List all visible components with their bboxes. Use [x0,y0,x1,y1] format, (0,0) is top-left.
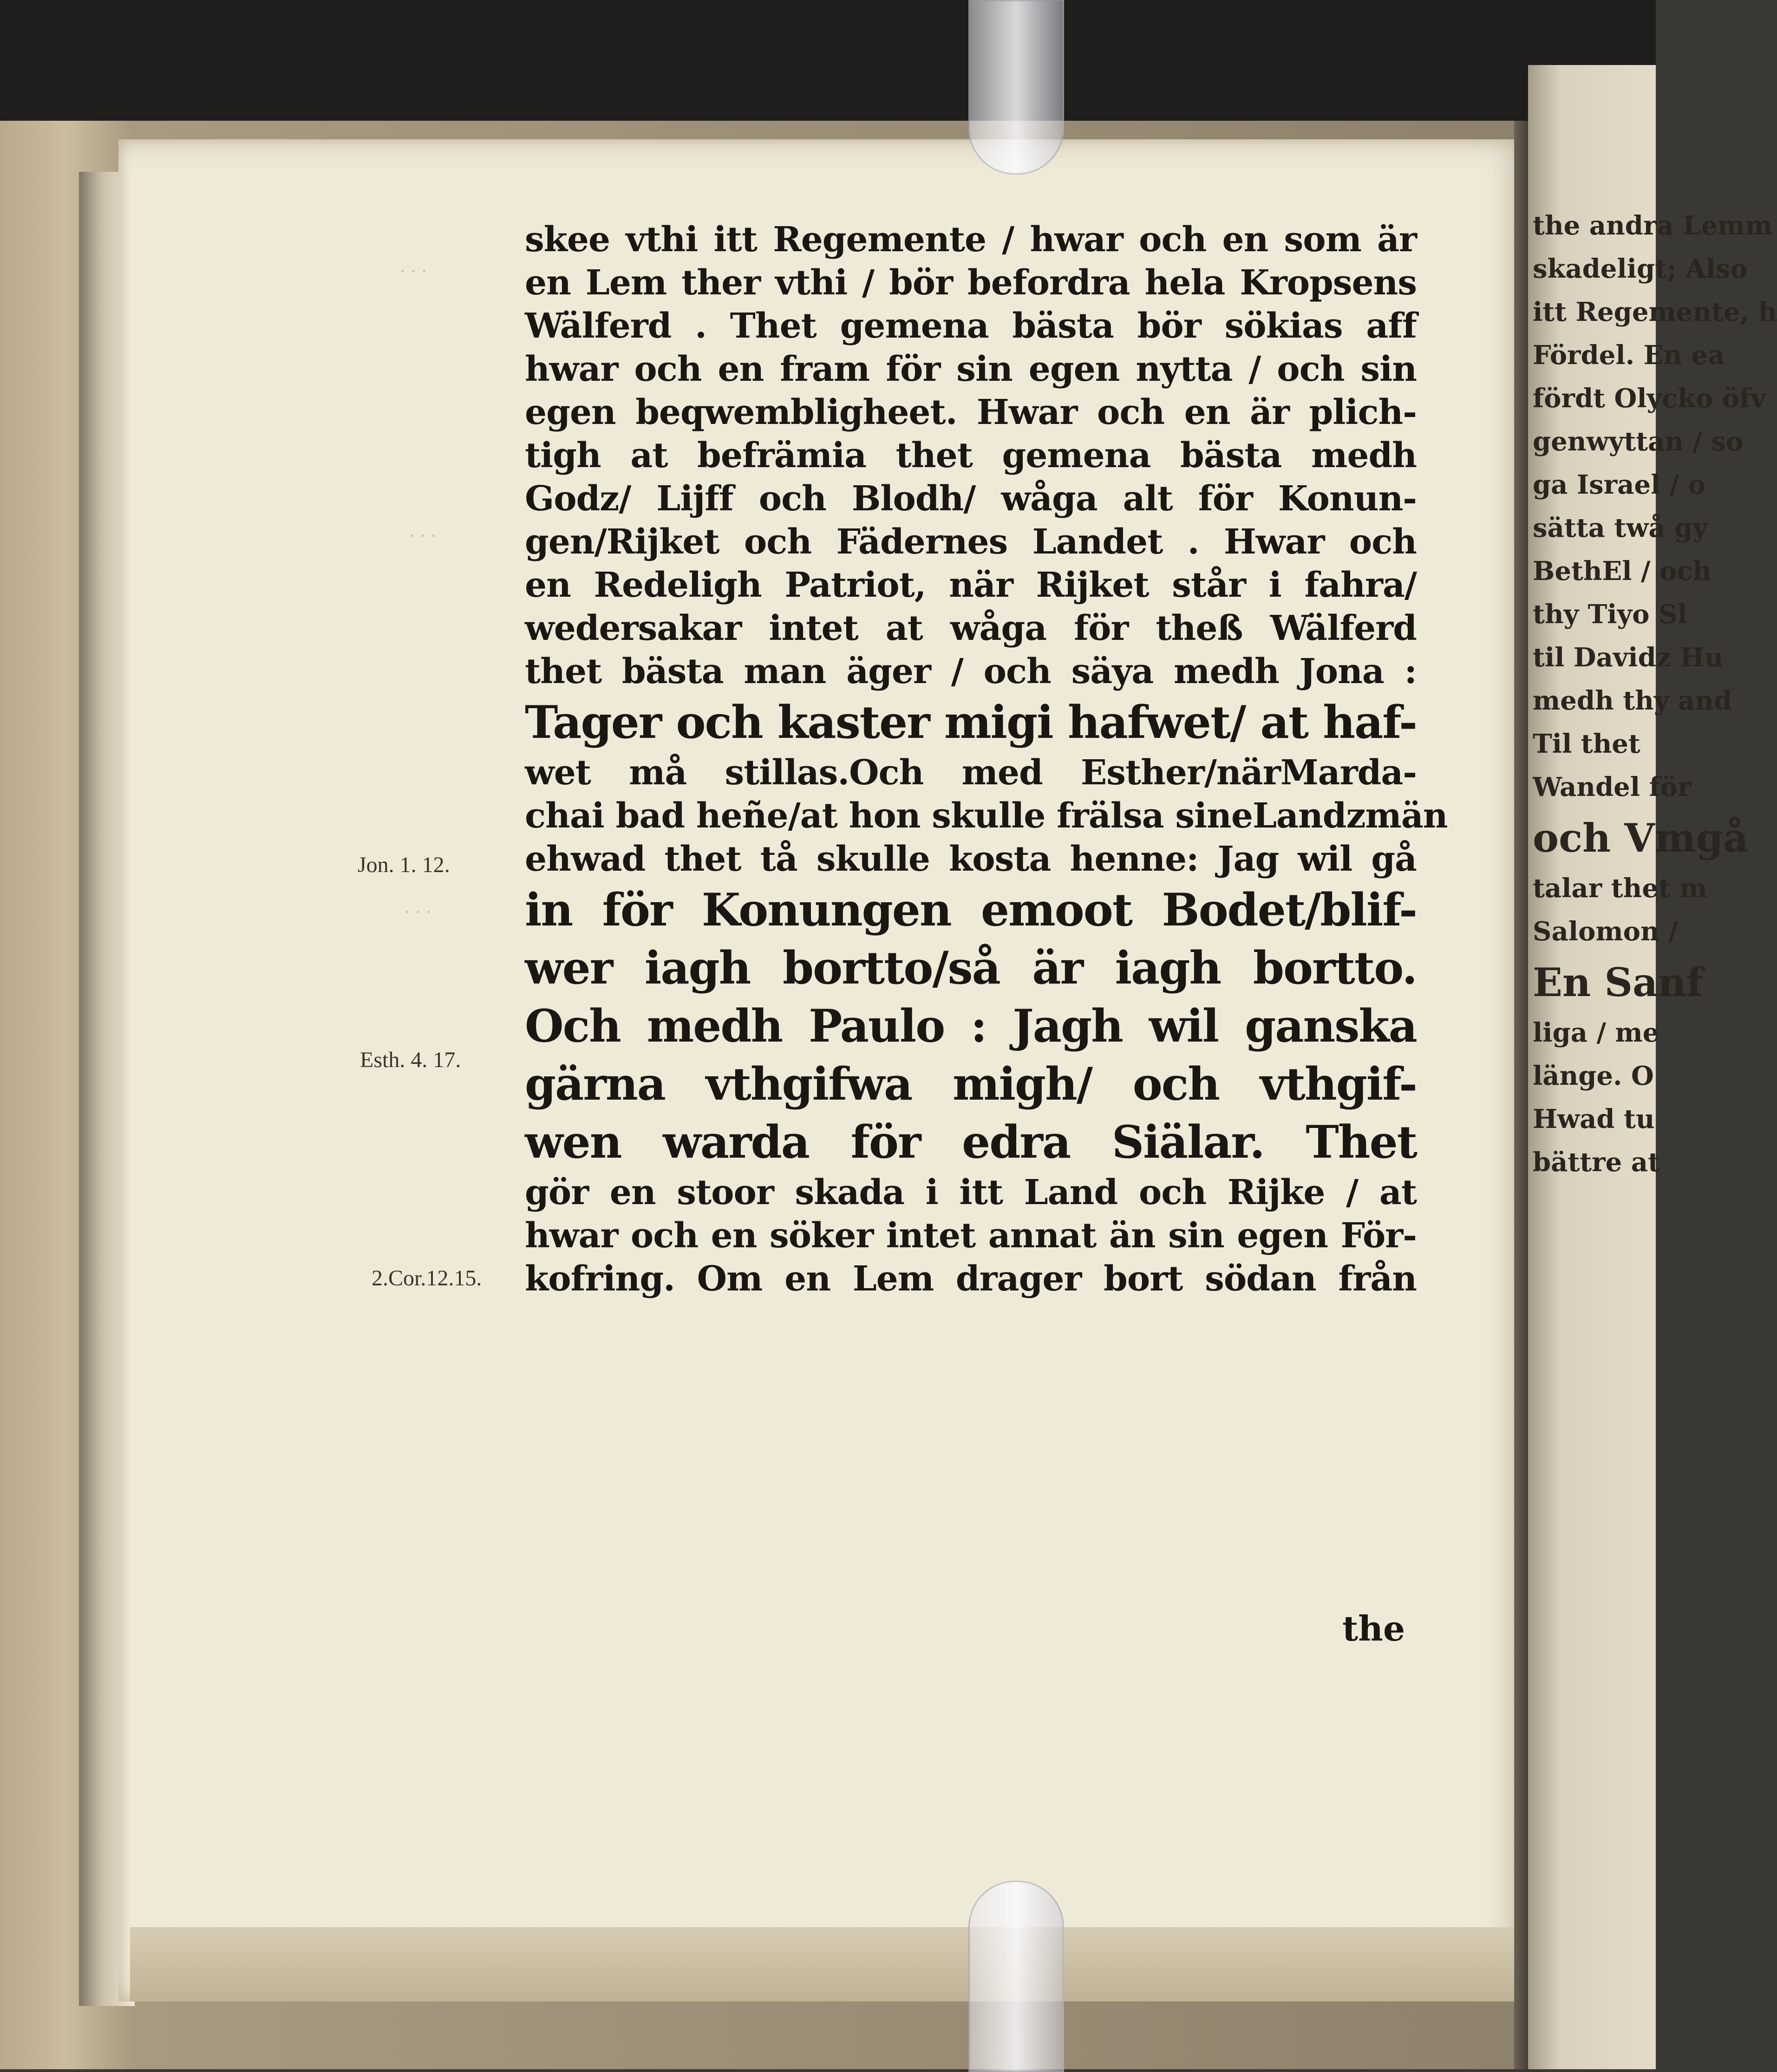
text-line: egen beqwembligheet. Hwar och en är plich- [525,392,1417,432]
quote-line: wet må stillas.Och med Esther/närMarda- [525,753,1417,793]
margin-note-esther: Esth. 4. 17. [360,1048,461,1072]
page-holder-clip-top [968,0,1064,175]
facing-text-line: länge. O [1533,1061,1654,1091]
text-line: hwar och en söker intet annat än sin egen För- [525,1216,1417,1256]
bleed-through-mark: · · · [409,525,437,546]
text-line: chai bad heñe/at hon skulle frälsa sineLandzmän [525,796,1448,836]
facing-text-line: til Davidz Hu [1533,642,1724,673]
facing-text-line: fördt Olycko öfv [1533,383,1766,414]
facing-text-line: Fördel. En ea [1533,340,1725,371]
facing-text-line: Salomon / [1533,916,1678,947]
facing-text-line: BethEl / och [1533,556,1712,586]
text-line: tigh at befrämia thet gemena bästa medh [525,436,1417,476]
facing-text-line: bättre at [1533,1147,1660,1178]
quote-line: Och medh Paulo : Jagh wil ganska [525,1000,1417,1052]
facing-text-line: thy Tiyo Sl [1533,599,1687,630]
facing-text-line: och Vmgå [1533,815,1749,861]
text-line: Godz/ Lijff och Blodh/ wåga alt för Konun- [525,479,1417,519]
margin-note-jona: Jon. 1. 12. [358,853,450,877]
page-holder-clip-bottom [968,1881,1064,2072]
text-line: Wälferd . Thet gemena bästa bör sökias aff [525,306,1417,346]
facing-page-text [1528,204,1777,1184]
facing-text-line: sätta twå gy [1533,513,1708,543]
quote-line: wen warda för edra Siälar. Thet [525,1116,1417,1168]
quote-line: gärna vthgifwa migh/ och vthgif- [525,1058,1417,1110]
text-line: wedersakar intet at wåga för theß Wälferd [525,608,1417,648]
background-top [0,0,1656,121]
facing-text-line: medh thy and [1533,685,1732,716]
facing-text-line: liga / me [1533,1017,1659,1048]
facing-text-line: talar thet m [1533,873,1707,904]
facing-text-line: itt Regemente, h [1533,297,1777,327]
text-line: skee vthi itt Regemente / hwar och en som är [525,220,1417,260]
bleed-through-mark: · · · [404,901,432,922]
quote-line: Tager och kaster migi hafwet/ at haf- [525,696,1417,749]
bleed-through-mark: · · · [399,261,427,281]
text-line: thet bästa man äger / och säya medh Jona : [525,652,1417,691]
quote-line: in för Konungen emoot Bodet/blif- [525,884,1417,936]
facing-text-line: ga Israel / o [1533,469,1706,500]
text-line: hwar och en fram för sin egen nytta / och sin [525,349,1417,389]
text-line: en Redeligh Patriot, när Rijket står i fahra/ [525,565,1417,605]
facing-text-line: genwyttan / so [1533,426,1744,457]
body-text [525,218,1448,1301]
text-line: en Lem ther vthi / bör befordra hela Kropsens [525,263,1417,303]
facing-text-line: Til thet [1533,729,1640,759]
facing-text-line: the andra Lemm [1533,210,1773,241]
text-line: kofring. Om en Lem drager bort södan från [525,1259,1417,1299]
text-line: gen/Rijket och Fädernes Landet . Hwar och [525,522,1417,562]
catchword: the [1342,1609,1405,1649]
facing-text-line: Wandel för [1533,772,1692,802]
text-line: gör en stoor skada i itt Land och Rijke / at [525,1173,1417,1212]
facing-text-line: En Sanf [1533,959,1703,1005]
quote-line: wer iagh bortto/så är iagh bortto. [525,942,1417,994]
facing-text-line: Hwad tu [1533,1104,1655,1134]
text-line: ehwad thet tå skulle kosta henne: Jag wil gå [525,839,1417,879]
facing-text-line: skadeligt; Also [1533,254,1748,284]
page-bottom-edge [130,1927,1528,2001]
margin-note-paulo: 2.Cor.12.15. [372,1266,482,1290]
